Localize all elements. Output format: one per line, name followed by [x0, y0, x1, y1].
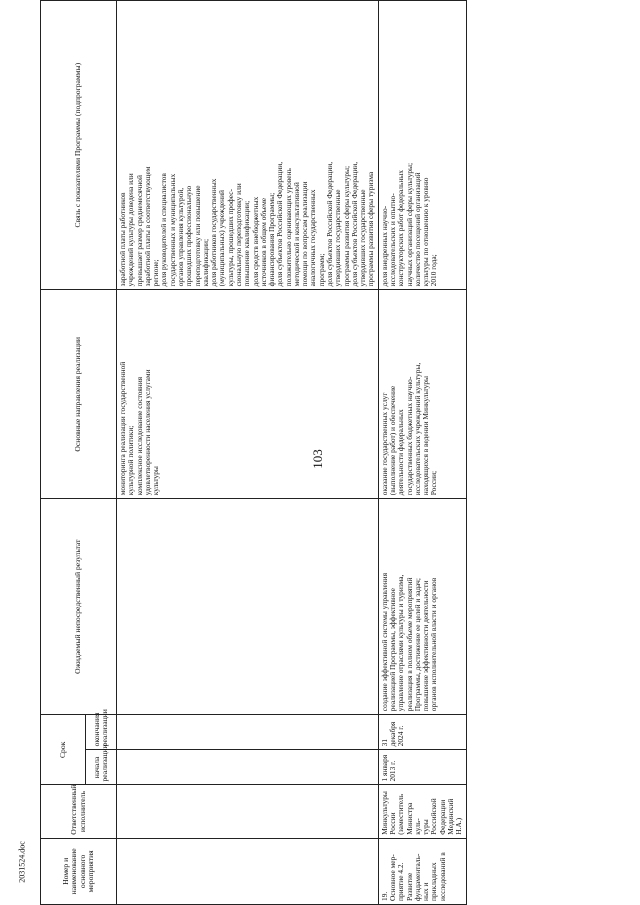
- text-line: программы развития сферы туризма: [366, 171, 376, 287]
- text-line: реализацией Программы, эффективное: [388, 588, 397, 712]
- text-line: научных организаций сферы культуры;: [404, 162, 414, 287]
- text-line: России: [388, 812, 397, 835]
- text-line: 2010 года;: [429, 254, 439, 287]
- text-line: превышает размер среднемесячной: [134, 175, 144, 287]
- text-line: деятельности федеральных: [396, 409, 406, 496]
- header-term-start: начала реализации: [86, 750, 117, 785]
- text-line: положительно оценивающих уровень: [283, 168, 293, 287]
- text-line: квалификации;: [200, 238, 210, 287]
- text-line: Минкультуры: [379, 791, 389, 835]
- header-directions: Основные направления реализации: [41, 290, 117, 499]
- cell-continuation-link: [117, 1, 379, 290]
- text-line: помощи по вопросам реализации: [300, 181, 310, 287]
- text-line: (заместитель: [396, 793, 406, 835]
- cell-link: [378, 1, 466, 290]
- text-line: заработной платы в соответствующем: [142, 166, 152, 287]
- text-line: Мединский Н.А.): [445, 798, 464, 835]
- cell-empty: [117, 750, 379, 785]
- table-row-continuation: [117, 1, 379, 905]
- text-line: прошедших профессиональную: [184, 185, 194, 287]
- text-line: органов управления культурой,: [175, 187, 185, 287]
- rotated-page: [40, 0, 615, 905]
- text-line: сиональную переподготовку или: [233, 183, 243, 287]
- text-line: (муниципальных) учреждений: [217, 190, 227, 287]
- text-line: утвердивших государственные: [358, 189, 368, 287]
- text-line: мониторинга реализации государственной: [118, 361, 127, 496]
- text-line: Развитие: [404, 872, 414, 901]
- text-line: Министра куль-: [404, 802, 422, 835]
- text-line: учреждений культуры доведена или: [126, 173, 136, 287]
- header-executor: Ответственный исполнитель: [41, 785, 117, 838]
- text-line: повышение квалификации;: [242, 200, 252, 287]
- cell-activity-name: [378, 838, 466, 904]
- page-number: 103: [310, 449, 325, 469]
- header-number-name: Номер и наименование основного мероприятия: [41, 838, 117, 904]
- text-line: 2013 г.: [388, 760, 397, 782]
- text-line: регионе;: [151, 259, 161, 287]
- text-line: источников в общем объеме: [258, 197, 268, 287]
- text-line: 1 января: [379, 754, 389, 782]
- text-line: органов исполнительной власти и органов: [429, 577, 439, 712]
- text-line: туры Российской: [421, 798, 439, 835]
- text-line: исследовательских и опытно-: [388, 193, 397, 287]
- cell-empty: [117, 785, 379, 838]
- text-line: переподготовку или повышение: [192, 185, 202, 287]
- text-line: исследований в: [437, 852, 447, 901]
- cell-executor: [378, 785, 466, 838]
- cell-expected-result: [378, 499, 466, 715]
- text-line: государственных бюджетных научно-: [404, 376, 414, 496]
- text-line: доля субъектов Российской Федерации,: [275, 161, 285, 287]
- cell-start-date: [378, 750, 466, 785]
- text-line: методической и консультативной: [291, 182, 301, 287]
- text-line: 2024 г.: [396, 725, 406, 747]
- text-line: находящихся в ведении Минкультуры: [421, 375, 431, 496]
- header-term-end: окончания реализации: [86, 715, 117, 750]
- text-line: утвердивших государственные: [333, 189, 343, 287]
- cell-empty: [117, 838, 379, 904]
- text-line: аналогичных государственных: [308, 189, 318, 287]
- text-line: программ;: [316, 253, 326, 287]
- cell-empty: [117, 499, 379, 715]
- text-line: исследовательских учреждений культуры,: [412, 362, 422, 496]
- text-line: культуры: [151, 466, 161, 496]
- text-line: культуры, прошедших профес-: [225, 189, 235, 287]
- text-line: доля работников государственных: [209, 178, 219, 287]
- text-line: культуры по отношению к уровню: [421, 177, 431, 287]
- text-line: доля субъектов Российской Федерации,: [349, 161, 359, 287]
- text-line: ных и: [421, 882, 431, 901]
- row-index: 19.: [379, 891, 389, 901]
- text-line: комплексное исследование состояния: [134, 376, 144, 496]
- text-line: 31 декабря: [379, 721, 397, 747]
- text-line: приятие 4.2.: [396, 862, 406, 901]
- text-line: доля субъектов Российской Федерации,: [325, 161, 335, 287]
- text-line: доля руководителей и специалистов: [159, 173, 169, 287]
- text-line: управление отраслями культуры и туризма,: [396, 574, 406, 712]
- program-activities-table: [40, 0, 467, 905]
- text-line: (выполнение работ) и обеспечение: [388, 385, 397, 496]
- text-line: повышение эффективности деятельности: [421, 580, 431, 712]
- document-file-id: 2031524.doc: [17, 841, 27, 883]
- text-line: доля внедренных научно-: [379, 205, 389, 287]
- cell-empty: [117, 715, 379, 750]
- cell-end-date: [378, 715, 466, 750]
- text-line: Федерации: [437, 799, 447, 835]
- table-row-19: [378, 1, 466, 905]
- text-line: культурной политики;: [126, 425, 136, 496]
- text-line: финансирования Программы;: [267, 192, 277, 287]
- cell-continuation-directions: [117, 290, 379, 499]
- cell-directions: [378, 290, 466, 499]
- program-table-wrapper: [40, 0, 615, 905]
- text-line: реализация в полном объеме мероприятий: [404, 577, 414, 712]
- header-result: Ожидаемый непосредственный результат: [41, 499, 117, 715]
- text-line: конструкторских работ федеральных: [396, 170, 406, 287]
- text-line: России;: [429, 470, 439, 496]
- text-line: оказание государственных услуг: [379, 392, 389, 496]
- text-line: прикладных: [429, 862, 439, 901]
- text-line: программы развития сферы культуры;: [341, 165, 351, 287]
- text-line: Программы, достижение ее целей и задач;: [412, 578, 422, 712]
- text-line: удовлетворенности населения услугами: [142, 369, 152, 496]
- header-link: Связь с показателями Программы (подпрограммы): [41, 1, 117, 290]
- text-line: государственных и муниципальных: [167, 173, 177, 287]
- text-line: доля средств внебюджетных: [250, 196, 260, 287]
- text-line: создание эффективной системы управления: [379, 572, 389, 712]
- text-line: заработной платы работников: [118, 192, 127, 287]
- header-term: Срок: [41, 715, 86, 785]
- text-line: Основное мер-: [388, 854, 397, 901]
- text-line: фундаменталь-: [412, 853, 422, 901]
- text-line: количество посещений организаций: [412, 172, 422, 287]
